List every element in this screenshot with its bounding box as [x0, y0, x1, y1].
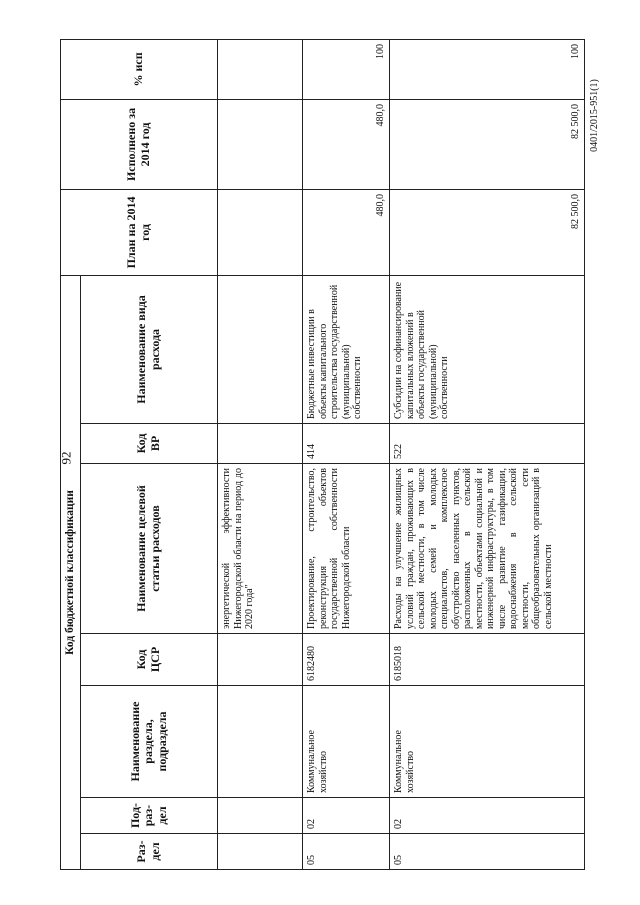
header-expense-name: Наименование вида расхода: [81, 275, 218, 423]
cell-expense: Субсидии на софинансирование капитальных вложений в объекты государственной (муниципальной) собственности: [390, 275, 585, 423]
cell-percent: [218, 39, 303, 99]
cell-expense: [218, 275, 303, 423]
cell-executed: 82 500,0: [390, 99, 585, 189]
cell-plan: 480,0: [303, 189, 390, 275]
header-vr-code: Код ВР: [81, 424, 218, 464]
cell-section: Коммунальное хозяйство: [390, 686, 585, 798]
cell-plan: 82 500,0: [390, 189, 585, 275]
cell-section: [218, 686, 303, 798]
cell-vr: [218, 424, 303, 464]
cell-vr: 414: [303, 424, 390, 464]
rotated-page-content: [60, 40, 581, 870]
cell-podrazdel: 02: [303, 798, 390, 834]
cell-percent: 100: [390, 39, 585, 99]
cell-expense: Бюджетные инвестиции в объекты капитального строительства государственной (муниципальной) собственности: [303, 275, 390, 423]
cell-podrazdel: [218, 798, 303, 834]
header-podrazdel: Под- раз- дел: [81, 798, 218, 834]
cell-percent: 100: [303, 39, 390, 99]
header-razdel: Раз- дел: [81, 834, 218, 870]
cell-section: Коммунальное хозяйство: [303, 686, 390, 798]
cell-plan: [218, 189, 303, 275]
cell-razdel: 05: [390, 834, 585, 870]
budget-classification-header: Код бюджетной классификации: [61, 275, 81, 869]
cell-razdel: 05: [303, 834, 390, 870]
cell-vr: 522: [390, 424, 585, 464]
cell-razdel: [218, 834, 303, 870]
budget-table: [60, 39, 585, 870]
cell-csr: 6185018: [390, 634, 585, 686]
document-code: 0401/2015-951(1): [588, 79, 600, 152]
table-row: [303, 39, 390, 869]
cell-podrazdel: 02: [390, 798, 585, 834]
header-csr-code: Код ЦСР: [81, 634, 218, 686]
table-row: [390, 39, 585, 869]
header-plan: План на 2014 год: [61, 189, 218, 275]
cell-target: Проектирование, строительство, реконструкция объектов государственной собственности Нижегородской области: [303, 464, 390, 634]
header-percent: % исп: [61, 39, 218, 99]
page-number: 92: [58, 451, 74, 465]
cell-executed: 480,0: [303, 99, 390, 189]
header-executed: Исполнено за 2014 год: [61, 99, 218, 189]
cell-executed: [218, 99, 303, 189]
cell-target: энергетической эффективности Нижегородской области на период до 2020 года": [218, 464, 303, 634]
cell-csr: 6182480: [303, 634, 390, 686]
table-row: [218, 39, 303, 869]
cell-csr: [218, 634, 303, 686]
header-section-name: Наименование раздела, подраздела: [81, 686, 218, 798]
cell-target: Расходы на улучшение жилищных условий граждан, проживающих в сельской местности, в том числе молодых семей и молодых специалистов, комплексное обустройство населенных пунктов, расположенных в сельской местности, объектами социальной и инженерной инфраструктуры, в том числе развитие газификации, водоснабжения в сельской местности, сети общеобразовательных организаций в сельской местности: [390, 464, 585, 634]
header-target-name: Наименование целевой статьи расходов: [81, 464, 218, 634]
